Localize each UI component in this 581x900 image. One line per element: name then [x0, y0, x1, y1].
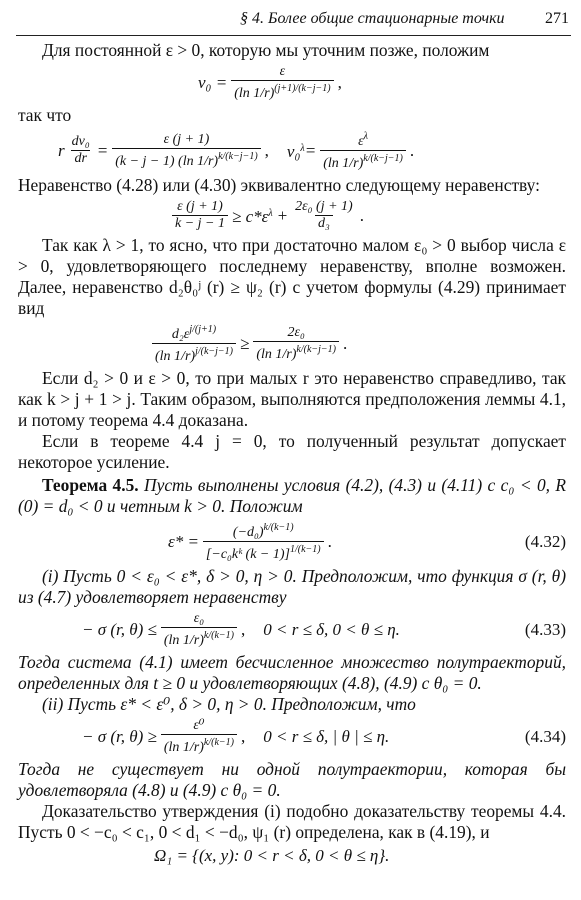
formula-4-32: ε* = $\frac{(-d_0)^{k/(k-1)}}{[-c_0kᵏ (k - 1)]^{1/(k-1)}}$ . (4.32): [168, 522, 566, 562]
s433-lhs: − σ (r, θ) ≤: [82, 620, 157, 639]
formula-v0: v₀ = $\frac{\varepsilon}{(\ln 1/r)^{(j+1)/(k-j-1)}}$ ,: [198, 64, 342, 101]
vl-lhs-base: v₀: [286, 142, 301, 161]
paragraph-5: Если d₂ > 0 и ε > 0, то при малых r это неравенство справедливо, так как k > j + 1 > j. Таким образом, выполняются предположения леммы 4.1, и потому теорема 4.4 доказана.: [18, 368, 566, 430]
paragraph-4: Так как λ > 1, то ясно, что при достаточно малом ε₀ > 0 выбор числа ε > 0, удовлетворяющего последнему неравенству, вполне возможен. Далее, неравенство d₂θ₀ʲ (r) ≥ ψ₂ (r) с учетом формулы (4.29) принимает вид: [18, 235, 566, 318]
ineq1-fraction-right: [292, 199, 356, 232]
page-number: 271: [545, 10, 569, 27]
equation-number-4-33: (4.33): [524, 620, 566, 639]
paragraph-6: Если в теореме 4.4 j = 0, то полученный результат допускает некоторое усиление.: [18, 431, 566, 472]
v0-fraction: [231, 64, 333, 102]
v0-den-exponent: (j+1)/(k−j−1): [274, 83, 331, 94]
s434-den-base: (ln 1/r): [163, 740, 204, 755]
vl-equals: =: [304, 140, 317, 160]
rdv-rhs-numerator: ε (j + 1): [163, 131, 210, 147]
eps-denominator: [203, 541, 324, 563]
v0-numerator: ε: [279, 64, 286, 79]
ineq2-denominator-2: [253, 341, 339, 363]
eps-numerator: [230, 520, 297, 541]
s434-den-exponent: k/(k−1): [203, 737, 234, 748]
s433-den-exponent: k/(k−1): [203, 630, 234, 641]
vl-lhs: [287, 139, 305, 162]
formula-4-33: − σ (r, θ) ≤ $\frac{\text{ε₀}}{(\ln 1/r)^{k/(k-1)}}$ , 0 < r ≤ δ, 0 < θ ≤ η. (4.33): [82, 611, 566, 648]
ineq2-den-exponent: j/(k−j−1): [195, 346, 233, 357]
ineq1-plus: +: [276, 205, 289, 225]
ineq2-relation: ≥: [240, 333, 250, 353]
rdv-rhs-denominator: [112, 148, 260, 170]
vl-numerator: [355, 129, 371, 150]
s434-lhs: − σ (r, θ) ≥: [82, 727, 157, 746]
case-ii: (ii) Пусть ε* < ε⁰, δ > 0, η > 0. Предположим, что: [42, 694, 416, 714]
vl-den-exponent: k/(k−j−1): [363, 153, 403, 164]
formula-derivative: r $\frac{\text{dv₀}}{dr}$ = $\frac{\varepsilon (j + 1)}{(k - j - 1) (\ln 1/r)^{k/(k-j-1)}}$ , v₀$^\lambda$ = $\frac{\varepsilon^\lambda}{(\ln 1/r)^{k/(k-j-1)}}$ .: [58, 131, 415, 171]
rdv-rden-base: (k − j − 1) (ln 1/r): [115, 153, 219, 169]
paragraph-1: Для постоянной ε > 0, которую мы уточним позже, положим: [42, 40, 490, 60]
rdv-rden-exponent: k/(k−j−1): [218, 150, 258, 162]
ineq2-den2-base: (ln 1/r): [256, 346, 297, 362]
v0-den-base: (ln 1/r): [234, 86, 275, 101]
ineq2-fraction-left: [152, 322, 236, 365]
theorem-label: Теорема 4.5.: [42, 475, 139, 495]
vl-num-base: ε: [358, 134, 364, 149]
formula-omega: [154, 846, 566, 866]
ineq1-denominator: k − j − 1: [172, 215, 228, 232]
s433-den-base: (ln 1/r): [163, 633, 204, 648]
s433-condition: 0 < r ≤ δ, 0 < θ ≤ η.: [263, 620, 400, 639]
ineq1-rel-exponent: λ: [268, 208, 273, 219]
proof-paragraph: Доказательство утверждения (i) подобно доказательству теоремы 4.4. Пусть 0 < −c₀ < c₁, 0 < d₁ < −d₀, ψ₁ (r) определена, как в (4.19), и: [18, 801, 566, 842]
equation-number-4-34: (4.34): [524, 727, 566, 746]
ineq2-den-base: (ln 1/r): [155, 349, 196, 364]
formula-inequality-1: $\frac{\varepsilon (j + 1)}{k - j - 1}$ ≥ $c*\varepsilon^\lambda$ + $\frac{\text{2ε₀ (j + 1)}}{\text{d₃}}$ .: [168, 199, 566, 232]
ineq2-denominator: [152, 343, 236, 365]
eps-fraction: [203, 520, 324, 563]
ineq2-fraction-right: [253, 325, 339, 363]
theorem-text: Пусть выполнены условия (4.2), (4.3) и (4.11) с c₀ < 0, R (0) = d₀ < 0 и четным k > 0. Положим: [18, 475, 566, 516]
s433-fraction: [161, 611, 237, 649]
eps-num-exponent: k/(k−1): [263, 522, 294, 533]
ineq1-numerator-2: 2ε₀ (j + 1): [295, 199, 353, 214]
vl-fraction: [320, 129, 406, 172]
case-i: (i) Пусть 0 < ε₀ < ε*, δ > 0, η > 0. Предположим, что функция σ (r, θ) из (4.7) удовлетворяет неравенству: [18, 566, 566, 607]
s434-denominator: [161, 734, 237, 756]
eps-lhs: ε* =: [168, 531, 199, 551]
s433-denominator: [161, 627, 237, 649]
s434-numerator: ε⁰: [193, 718, 205, 733]
s433-numerator: ε₀: [193, 611, 205, 626]
formula-inequality-2: $\frac{d_2\varepsilon^{j/(j+1)}}{(\ln 1/r)^{j/(k-j-1)}}$ ≥ $\frac{\text{2ε₀}}{(\ln 1/r)^{k/(k-j-1)}}$ .: [148, 322, 566, 365]
theorem-4-5: [18, 475, 566, 517]
paragraph-2: так что: [18, 105, 72, 125]
s434-condition: 0 < r ≤ δ, | θ | ≤ η.: [263, 727, 390, 746]
eps-den-exponent: 1/(k−1): [289, 544, 321, 555]
rdv-rhs-fraction: [112, 132, 260, 170]
ineq2-numerator: [169, 322, 219, 343]
ineq1-fraction-left: [172, 199, 228, 232]
ineq2-numerator-2: 2ε₀: [287, 324, 305, 340]
s434-fraction: [161, 718, 237, 756]
v0-lhs: v₀ =: [198, 73, 228, 92]
ineq2-num-exponent: j/(j+1): [189, 324, 217, 335]
conclusion-ii: Тогда не существует ни одной полутраектории, которая бы удовлетворяла (4.8) и (4.9) с θ₀ = 0.: [18, 759, 566, 800]
equation-number-4-32: (4.32): [524, 531, 566, 551]
vl-lhs-exponent: λ: [300, 143, 305, 154]
ineq1-denominator-2: d₃: [315, 215, 333, 232]
paragraph-3: Неравенство (4.28) или (4.30) эквивалентно следующему неравенству:: [18, 175, 540, 195]
ineq1-relation: [232, 204, 273, 227]
conclusion-i: Тогда система (4.1) имеет бесчисленное множество полутраекторий, определенных для t ≥ 0 и удовлетворяющих (4.8), (4.9) с θ₀ = 0.: [18, 652, 566, 693]
v0-denominator: [231, 80, 333, 102]
page-body: [18, 40, 566, 869]
ineq1-rel-base: ≥ c*ε: [232, 207, 269, 226]
rdv-numerator: dv₀: [71, 134, 90, 149]
page-header: [0, 8, 581, 34]
omega-set: Ω₁ = {(x, y): 0 < r < δ, 0 < θ ≤ η}.: [154, 846, 390, 865]
rdv-fraction: [69, 134, 93, 167]
running-title: § 4. Более общие стационарные точки: [240, 10, 505, 27]
eps-den-base: [−c₀kᵏ (k − 1)]: [205, 547, 290, 562]
rdv-lhs: r: [58, 140, 65, 160]
ineq2-num-base: d₂ε: [171, 327, 190, 342]
header-rule: [16, 35, 571, 36]
vl-num-exponent: λ: [363, 131, 368, 142]
formula-4-34: − σ (r, θ) ≥ $\frac{\text{ε⁰}}{(\ln 1/r)^{k/(k-1)}}$ , 0 < r ≤ δ, | θ | ≤ η. (4.34): [82, 718, 566, 755]
ineq1-numerator: ε (j + 1): [177, 199, 223, 214]
vl-den-base: (ln 1/r): [323, 156, 364, 171]
rdv-equals: =: [96, 140, 109, 160]
eps-num-base: (−d₀): [232, 525, 264, 540]
vl-denominator: [320, 150, 406, 172]
rdv-denominator: dr: [71, 150, 89, 167]
ineq2-den2-exponent: k/(k−j−1): [296, 343, 336, 355]
